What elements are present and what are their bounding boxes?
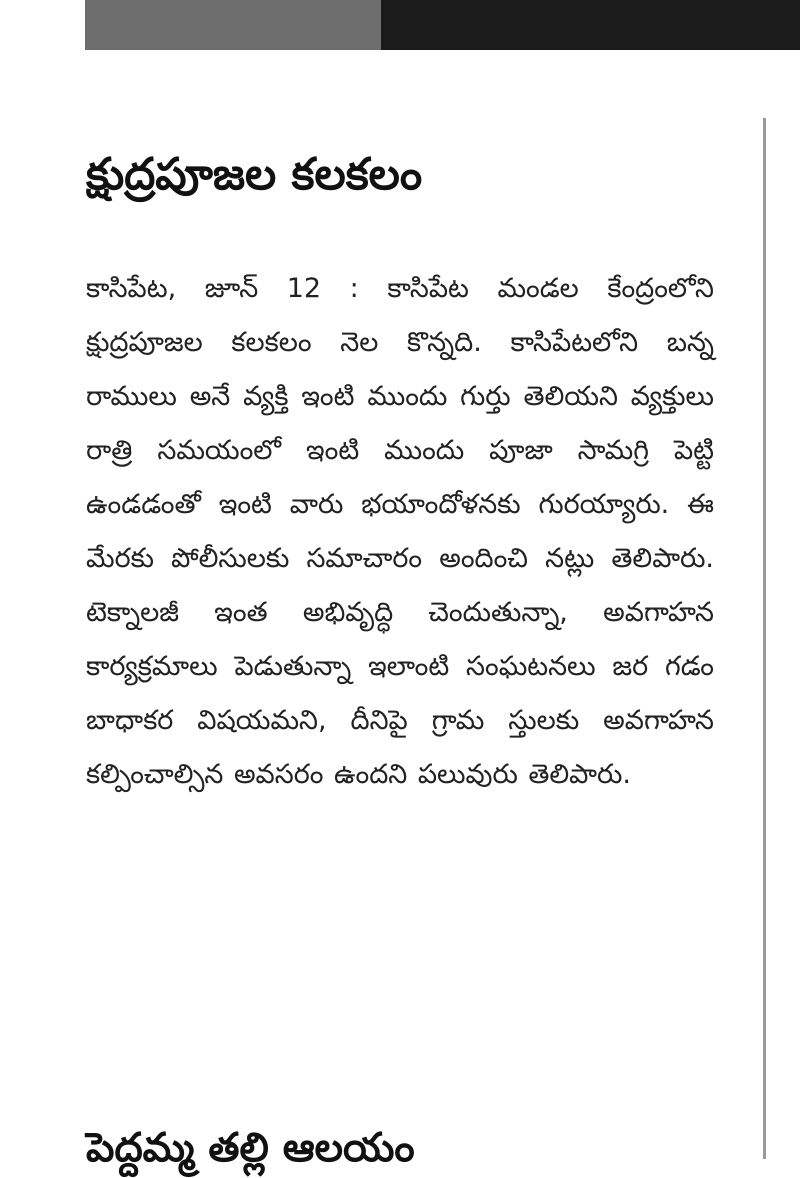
- top-banner-black-segment: [381, 0, 800, 50]
- column-divider-rule: [763, 118, 766, 1159]
- top-banner-bar: [85, 0, 800, 50]
- article-headline: క్షుద్రపూజల కలకలం: [86, 149, 423, 200]
- article-body-text: కాసిపేట, జూన్ 12 : కాసిపేట మండల కేంద్రంలోని క్షుద్రపూజల కలకలం నెల కొన్నది. కాసిపేటలోని బన్న రాములు అనే వ్యక్తి ఇంటి ముందు గుర్తు తెలియని వ్యక్తులు రాత్రి సమయంలో ఇంటి ముందు పూజా సామగ్రి పెట్టి ఉండడంతో ఇంటి వారు భయాందోళనకు గురయ్యారు. ఈ మేరకు పోలీసులకు సమాచారం అందించి నట్లు తెలిపారు. టెక్నాలజీ ఇంత అభివృద్ధి చెందుతున్నా, అవగాహన కార్యక్రమాలు పెడుతున్నా ఇలాంటి సంఘటనలు జర గడం బాధాకర విషయమని, దీనిపై గ్రామ స్తులకు అవగాహన కల్పించాల్సిన అవసరం ఉందని పలువురు తెలిపారు.: [86, 273, 714, 790]
- next-article-headline-cut-off: పెద్దమ్మ తల్లి ఆలయం: [86, 1125, 415, 1171]
- top-banner-grey-segment: [85, 0, 381, 50]
